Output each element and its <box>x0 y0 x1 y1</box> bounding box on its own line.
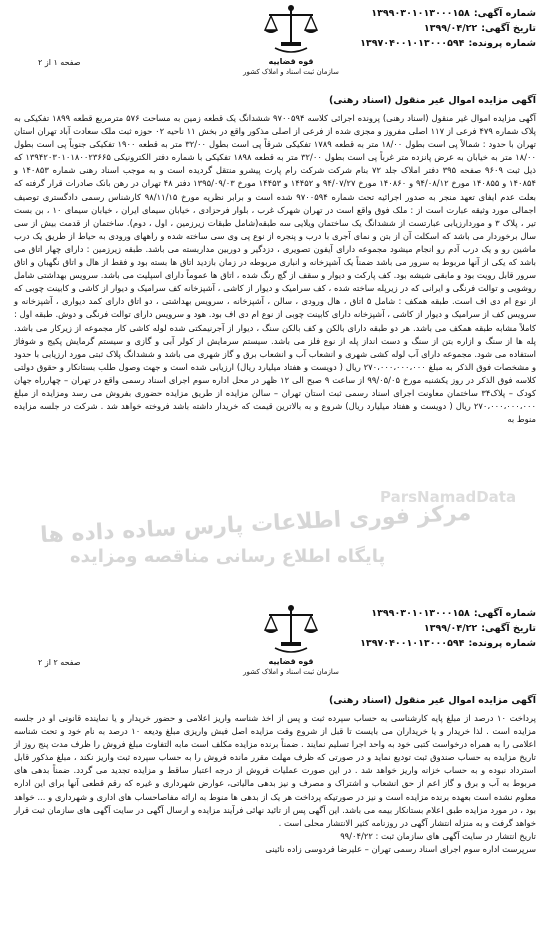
notice-body <box>8 712 542 830</box>
notice-header <box>8 0 542 92</box>
watermark-line-2: پایگاه اطلاع رسانی مناقصه ومزایده <box>70 546 386 567</box>
notice-page-2 <box>8 600 542 936</box>
logo-title: قوه قضاییه <box>268 57 314 66</box>
logo-title: قوه قضاییه <box>268 657 314 666</box>
scales-of-justice-icon <box>261 4 321 56</box>
notice-page-1 <box>8 0 542 468</box>
notice-meta <box>360 6 536 51</box>
watermark-line-1: مرکز فوری اطلاعات پارس ساده داده ها <box>39 500 472 549</box>
notice-body-text: آگهی مزایده اموال غیر منقول (اسناد رهنی) پرونده اجرائی کلاسه ۹۷۰۰۵۹۴ ششدانگ یک قطعه زمین به مساحت ۵۷۶ مترمربع قطعه ۱۸۹۹ تفکیکی به پلاک شماره ۴۷۹ فرعی از ۱۱۷ اصلی مفروز و مجزی شده از فرعی از اصلی مذکور واقع در بخش ۱۱ ناحیه ۰۲ حوزه ثبت ملک سعادت آباد تهران استان تهران با حدود : شمالاً پی است بطول ۱۸/۰۰ متر به قطعه ۱۷۸۹ تفکیکی شرقاً پی است بطول ۳۲/۰۰ متر به قطعه ۱۹۰۰ تفکیکی جنوباً پی است بطول ۱۸/۰۰ متر به خیابان به عرض پانزده متر غرباً پی است بطول ۳۲/۰۰ متر به قطعه ۱۸۹۸ تفکیکی با شماره دفتر الکترونیکی ۱۳۹۴۲۰۳۰۱۰۱۸۰۰۲۳۶۶۵ که ذیل ثبت ۹۶۰۹ صفحه ۳۹۵ دفتر املاک جلد ۷۲ بنام شرکت شرکت رام پارت پیشرو منتقل گردیده است و به موجب اسناد رهنی شماره ۱۴۰۸۵۳ و ۱۴۰۸۵۴ و ۱۴۰۸۵۵ مورخ ۹۴/۰۸/۱۲ و ۱۴۰۸۶۰ مورخ ۹۴/۰۷/۲۷ و ۱۴۴۵۲ و ۱۴۴۵۳ مورخ ۱۳۹۵/۰۹/۰۳ دفتر ۴۸ تهران در رهن بانک صادرات قرار گرفته که بعلت عدم ایفای تعهد منجر به صدور اجرائیه تحت شماره ۹۷۰۰۵۹۴ شده است و برابر نظریه مورخ ۹۸/۱۱/۱۵ کارشناس رسمی دادگستری توصیف اجمالی مورد وثیقه عبارت است از : ملک فوق واقع است در تهران شهرک غرب ، بلوار فرحزادی ، خیابان سیمای ایران ، خیابان سیمای ۱۰ ، بن بست تیر ، پلاک ۳ و موردارزیابی عبارتست از ششدانگ یک ساختمان ویلایی سه طبقه(شامل طبقات زیرزمین ، اول ، دوم). ساختمان از قدمت بیش از سی سال برخوردار می باشد که اسکلت آن از بتن و نمای آجری با درب و پنجره از نوع پی وی سی ساخته شده و راههای ورودی به حیاط از طریق یک درب ماشین رو و یک درب آدم رو انجام میشود مجموعه دارای آیفون تصویری ، دزدگیر و دوربین مداربسته می باشد. طبقه زیرزمین : دارای چهار اتاق می باشد که یکی از آنها مربوط به سرور می باشد ضمناً یک آشپزخانه و انباری مربوطه در زمان بازدید اتاق ها بسته بود و فقط از هال و اتاق نگهبان و اتاق سرور قابل رویت بود و مابقی شیشه بود. کف پارکت و دیوار و سقف از گچ رنگ شده ، اتاق ها عموماً دارای اسپلیت می باشد. سرویس بهداشتی شامل روشویی و توالت فرنگی و ایرانی که در زیرپله ساخته شده ، کف سرامیک و دیوار از کاشی ، آشپزخانه کف سرامیک و دیوار از کاشی و کابینت چوبی که از نوع ام دی اف است. طبقه همکف : شامل ۵ اتاق ، هال ورودی ، سالن ، آشپزخانه ، سرویس بهداشتی ، دو اتاق دارای کمد دیواری ، آشپزخانه و سرویس کف از سرامیک و دیوار از کاشی ، آشپزخانه دارای کابینت چوبی از نوع ام دی اف بود. هود و سرویس دارای توالت فرنگی و دوش. طبقه اول : کاملاً مشابه طبقه همکف می باشد. هر دو طبقه دارای بالکن و کف بالکن سنگ ، دیوار از آجرنیمکتی شده لوله کاشی کار مجموعه از زیرکار می باشد. پله ها از سنگ و ازاره بتن از سنگ و دست انداز پله از نوع فلز می باشد. سیستم سرمایش از کولر آبی و گازی و سیستم گرمایش پکیج و شوفاژ استفاده می شود. مجموعه دارای آب لوله کشی شهری و انشعاب آب و انشعاب برق و گاز شهری می باشد و ششدانگ پلاک ثبتی مورد ارزیابی با حدود و مشخصات فوق الذکر به مبلغ ۲۷۰،۰۰۰،۰۰۰،۰۰۰ ریال ( دویست و هفتاد میلیارد ریال) ارزیابی شده است و جهت وصول طلب بستانکار و حقوق دولتی کلاسه فوق الذکر در روز یکشنبه مورخ ۹۹/۰۵/۰۵ از ساعت ۹ صبح الی ۱۲ ظهر در محل اداره سوم اجرای اسناد رسمی واقع در تهران – چهارراه جهان کودک – پلاک۳۴ ساختمان معاونت اجرای اسناد رسمی ثبت استان تهران – سالن مزایده از طریق مزایده حضوری بفروش می رسد ومزایده از مبلغ ۲۷۰،۰۰۰،۰۰۰،۰۰۰ ریال ( دویست و هفتاد میلیارد ریال) شروع و به بالاترین قیمت که خریدار داشته باشد فروخته خواهد شد . شرکت در جلسه مزایده منوط به <box>14 113 537 425</box>
logo-subtitle: سازمان ثبت اسناد و املاک کشور <box>243 668 339 676</box>
notice-header <box>8 600 542 692</box>
ad-number-row: شماره آگهی:۱۳۹۹۰۳۰۱۰۱۳۰۰۰۱۵۸ <box>371 8 536 19</box>
judiciary-logo <box>216 604 366 686</box>
ad-number-row: شماره آگهی:۱۳۹۹۰۳۰۱۰۱۳۰۰۰۱۵۸ <box>371 608 536 619</box>
signature-line: سرپرست اداره سوم اجرای اسناد رسمی تهران – علیرضا فردوسی زاده نائینی <box>265 843 536 854</box>
watermark-brand: ParsNamadData <box>380 488 517 506</box>
notice-footer <box>8 830 542 856</box>
watermark <box>0 468 550 600</box>
notice-body <box>8 112 542 426</box>
case-number-row: شماره پرونده:۱۳۹۷۰۴۰۰۱۰۱۳۰۰۰۵۹۴ <box>360 638 536 649</box>
judiciary-logo <box>216 4 366 86</box>
scales-of-justice-icon <box>261 604 321 656</box>
ad-date-row: تاریخ آگهی:۱۳۹۹/۰۴/۲۲ <box>423 623 536 634</box>
case-number-row: شماره پرونده:۱۳۹۷۰۴۰۰۱۰۱۳۰۰۰۵۹۴ <box>360 38 536 49</box>
notice-meta <box>360 606 536 651</box>
page-number: صفحه ۲ از ۲ <box>38 658 81 667</box>
ad-date-row: تاریخ آگهی:۱۳۹۹/۰۴/۲۲ <box>423 23 536 34</box>
logo-subtitle: سازمان ثبت اسناد و املاک کشور <box>243 68 339 76</box>
notice-title: آگهی مزایده اموال غیر منقول (اسناد رهنی) <box>328 95 536 106</box>
publish-date-line: تاریخ انتشار در سایت آگهی های سازمان ثبت : ۹۹/۰۴/۲۲ <box>340 830 536 841</box>
notice-body-text: پرداخت ۱۰ درصد از مبلغ پایه کارشناسی به حساب سپرده ثبت و پس از اخذ شناسه واریز اعلامی و حضور خریدار و یا نماینده قانونی او در جلسه مزایده است . لذا خریدار و یا خریداران می بایست تا قبل از شروع وقت مزایده اصل فیش واریزی مبلغ ودیعه ۱۰ درصد به نام خود و تحت شناسه اعلامی را به همراه درخواست کتبی خود به واحد اجرا تسلیم نمایند . ضمناً برنده مزایده مکلف است مابه التفاوت مبلغ فروش را ظرف مدت پنج روز از تاریخ مزایده به حساب صندوق ثبت تودیع نماید و در صورتی که ظرف مهلت مقرر مانده فروش را به حساب سپرده ثبت واریز نکند ، مبلغ مذکور قابل استرداد نبوده و به حساب خزانه واریز خواهد شد . در این صورت عملیات فروش از درجه اعتبار ساقط و مزایده تجدید می گردد. ضمناً بدهی های مربوط به آب و برق و گاز اعم از حق انشعاب و اشتراک و مصرف و نیز بدهی مالیاتی، عوارض شهرداری و غیره که رقم قطعی آنها برای این اداره معلوم نشده است بعهده برنده مزایده است و نیز در صورتیکه پرداخت هر یک از بدهی ها منوط به ارائه مفاصاحساب های اداری و شهرداری و ... خواهد بود ، در مورد مزایده طبق اعلام بستانکار بیمه می باشد. این آگهی پس از تائید نهائی فرآیند مزایده و ارسال آگهی در سایت آگهی های سازمان ثبت قرار خواهد گرفت و به منزله انتشار آگهی در روزنامه کثیر الانتشار محلی است . <box>14 713 536 828</box>
notice-title: آگهی مزایده اموال غیر منقول (اسناد رهنی) <box>328 695 536 706</box>
page-number: صفحه ۱ از ۲ <box>38 58 81 67</box>
